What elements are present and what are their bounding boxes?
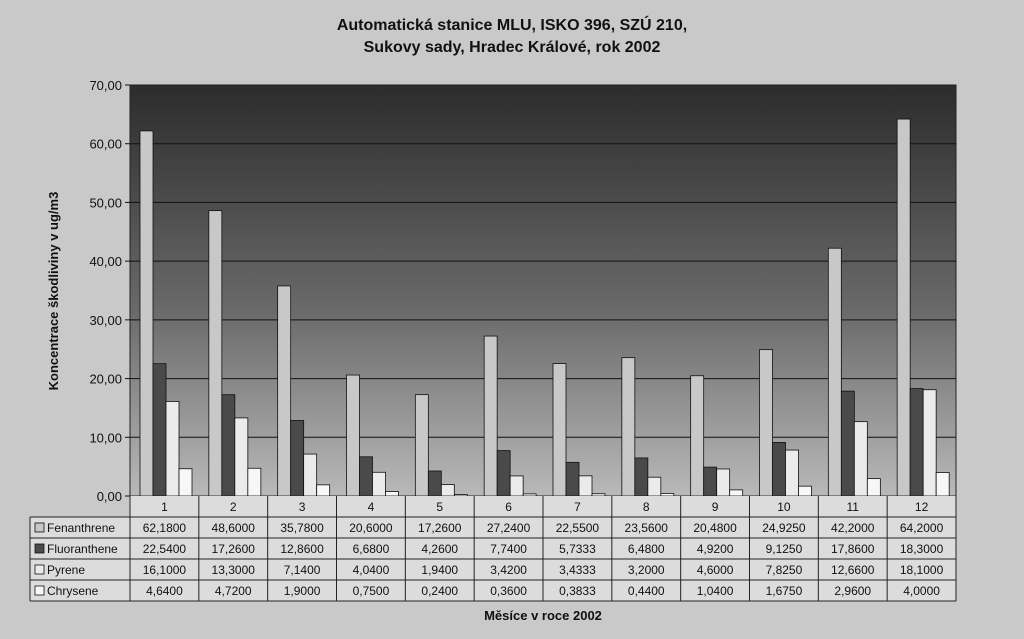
bar-pyrene-6 — [510, 476, 523, 496]
data-label: 17,2600 — [211, 542, 255, 556]
y-tick-label: 0,00 — [96, 489, 122, 504]
data-label: 1,0400 — [696, 584, 734, 598]
x-tick-label: 9 — [711, 500, 719, 514]
legend-swatch-pyrene — [35, 565, 44, 574]
bar-chrysene-8 — [661, 493, 674, 496]
data-label: 4,6000 — [696, 563, 734, 577]
bar-chrysene-10 — [799, 486, 812, 496]
bar-chrysene-11 — [867, 479, 880, 496]
y-axis-label: Koncentrace škodliviny v ug/m3 — [46, 191, 61, 391]
bar-fenanthrene-5 — [415, 395, 428, 496]
x-tick-label: 7 — [574, 500, 581, 514]
bar-fenanthrene-11 — [828, 248, 841, 496]
x-axis-label: Měsíce v roce 2002 — [484, 608, 602, 623]
bar-pyrene-3 — [304, 454, 317, 496]
data-label: 22,5500 — [555, 521, 600, 535]
bar-pyrene-10 — [786, 450, 799, 496]
data-label: 1,9000 — [283, 584, 321, 598]
data-label: 17,2600 — [418, 521, 462, 535]
data-label: 4,6400 — [146, 584, 183, 598]
data-label: 22,5400 — [142, 542, 187, 556]
data-label: 0,2400 — [421, 584, 459, 598]
data-label: 16,1000 — [142, 563, 187, 577]
data-label: 23,5600 — [624, 521, 668, 535]
legend-label-pyrene: Pyrene — [47, 563, 86, 577]
bar-fluoranthene-2 — [222, 395, 235, 496]
bar-fluoranthene-1 — [153, 364, 166, 496]
chart-subtitle: Sukovy sady, Hradec Králové, rok 2002 — [363, 39, 661, 56]
data-label: 17,8600 — [831, 542, 875, 556]
y-axis-ticks — [89, 78, 130, 504]
bar-fluoranthene-9 — [704, 467, 717, 496]
bar-fenanthrene-3 — [278, 286, 291, 496]
x-tick-label: 12 — [914, 500, 929, 514]
data-label: 9,1250 — [765, 542, 803, 556]
data-label: 3,4200 — [490, 563, 527, 577]
bar-pyrene-5 — [441, 485, 454, 496]
bar-pyrene-8 — [648, 477, 661, 496]
data-label: 13,3000 — [211, 563, 255, 577]
data-label: 4,9200 — [696, 542, 734, 556]
data-table — [30, 496, 956, 601]
bar-chrysene-12 — [936, 473, 949, 496]
data-label: 1,6750 — [765, 584, 803, 598]
legend-swatch-chrysene — [35, 586, 44, 595]
y-tick-label: 70,00 — [89, 78, 122, 93]
bar-fenanthrene-10 — [760, 350, 773, 496]
bar-chrysene-2 — [248, 468, 261, 496]
bar-chrysene-9 — [730, 490, 743, 496]
bar-fenanthrene-2 — [209, 211, 222, 496]
data-label: 4,7200 — [214, 584, 252, 598]
bar-chrysene-5 — [454, 495, 467, 496]
y-tick-label: 10,00 — [89, 430, 122, 446]
bar-fenanthrene-4 — [347, 375, 360, 496]
bar-chrysene-3 — [317, 485, 330, 496]
bar-fenanthrene-1 — [140, 131, 153, 496]
bar-fenanthrene-12 — [897, 119, 910, 496]
legend-label-chrysene: Chrysene — [47, 584, 99, 598]
bar-pyrene-12 — [923, 390, 936, 496]
y-tick-label: 40,00 — [89, 254, 122, 270]
data-label: 7,7400 — [490, 542, 527, 556]
legend-label-fluoranthene: Fluoranthene — [47, 542, 118, 556]
bar-chrysene-1 — [179, 469, 192, 496]
data-label: 6,4800 — [627, 542, 665, 556]
bar-fluoranthene-10 — [773, 442, 786, 496]
x-tick-label: 11 — [846, 500, 859, 514]
bar-fluoranthene-11 — [841, 391, 854, 496]
data-label: 5,7333 — [559, 542, 596, 556]
bar-fluoranthene-3 — [291, 420, 304, 496]
data-label: 6,6800 — [352, 542, 390, 556]
data-label: 27,2400 — [486, 521, 531, 535]
data-label: 12,8600 — [280, 542, 324, 556]
data-label: 0,3833 — [559, 584, 596, 598]
bar-pyrene-4 — [373, 472, 386, 496]
x-tick-label: 3 — [298, 500, 306, 514]
data-label: 62,1800 — [142, 521, 187, 535]
legend-swatch-fluoranthene — [35, 544, 44, 553]
data-label: 12,6600 — [831, 563, 875, 577]
data-label: 20,4800 — [693, 521, 737, 535]
data-label: 20,6000 — [349, 521, 393, 535]
x-tick-label: 4 — [367, 500, 375, 514]
x-tick-label: 5 — [436, 500, 444, 514]
x-tick-label: 6 — [505, 500, 512, 514]
data-label: 18,1000 — [899, 563, 944, 577]
bar-fluoranthene-5 — [428, 471, 441, 496]
data-label: 7,1400 — [283, 563, 321, 577]
data-label: 1,9400 — [421, 563, 459, 577]
data-label: 48,6000 — [211, 521, 255, 535]
bar-chrysene-6 — [523, 494, 536, 496]
x-tick-label: 1 — [161, 500, 168, 514]
data-label: 4,0000 — [903, 584, 940, 598]
bar-fluoranthene-8 — [635, 458, 648, 496]
bar-pyrene-11 — [854, 422, 867, 496]
data-label: 35,7800 — [280, 521, 324, 535]
data-label: 42,2000 — [831, 521, 875, 535]
chart-title: Automatická stanice MLU, ISKO 396, SZÚ 210, — [336, 17, 688, 34]
bar-fluoranthene-7 — [566, 462, 579, 496]
data-label: 3,2000 — [627, 563, 665, 577]
bar-fenanthrene-6 — [484, 336, 497, 496]
bar-fenanthrene-8 — [622, 358, 635, 496]
bar-pyrene-7 — [579, 476, 592, 496]
data-label: 0,4400 — [627, 584, 665, 598]
x-tick-label: 10 — [777, 500, 791, 514]
data-label: 4,0400 — [352, 563, 390, 577]
data-label: 18,3000 — [899, 542, 944, 556]
data-label: 3,4333 — [559, 563, 596, 577]
data-label: 2,9600 — [834, 584, 872, 598]
bar-fluoranthene-12 — [910, 389, 923, 496]
bar-chrysene-4 — [386, 492, 399, 496]
bar-chrysene-7 — [592, 494, 605, 496]
data-label: 0,7500 — [352, 584, 390, 598]
legend-swatch-fenanthrene — [35, 523, 44, 532]
legend-label-fenanthrene: Fenanthrene — [47, 521, 116, 535]
data-label: 0,3600 — [490, 584, 527, 598]
data-label: 64,2000 — [899, 521, 944, 535]
x-tick-label: 2 — [229, 500, 237, 514]
y-tick-label: 50,00 — [89, 195, 122, 211]
bar-fluoranthene-4 — [360, 457, 373, 496]
bar-fenanthrene-7 — [553, 364, 566, 496]
y-tick-label: 20,00 — [89, 371, 122, 387]
x-tick-label: 8 — [642, 500, 650, 514]
bar-fluoranthene-6 — [497, 451, 510, 496]
y-tick-label: 30,00 — [89, 312, 122, 328]
bar-fenanthrene-9 — [691, 376, 704, 496]
data-label: 7,8250 — [765, 563, 803, 577]
y-tick-label: 60,00 — [89, 136, 122, 152]
data-label: 24,9250 — [762, 521, 806, 535]
bar-pyrene-1 — [166, 401, 179, 496]
bar-pyrene-9 — [717, 469, 730, 496]
data-label: 4,2600 — [421, 542, 459, 556]
bar-pyrene-2 — [235, 418, 248, 496]
